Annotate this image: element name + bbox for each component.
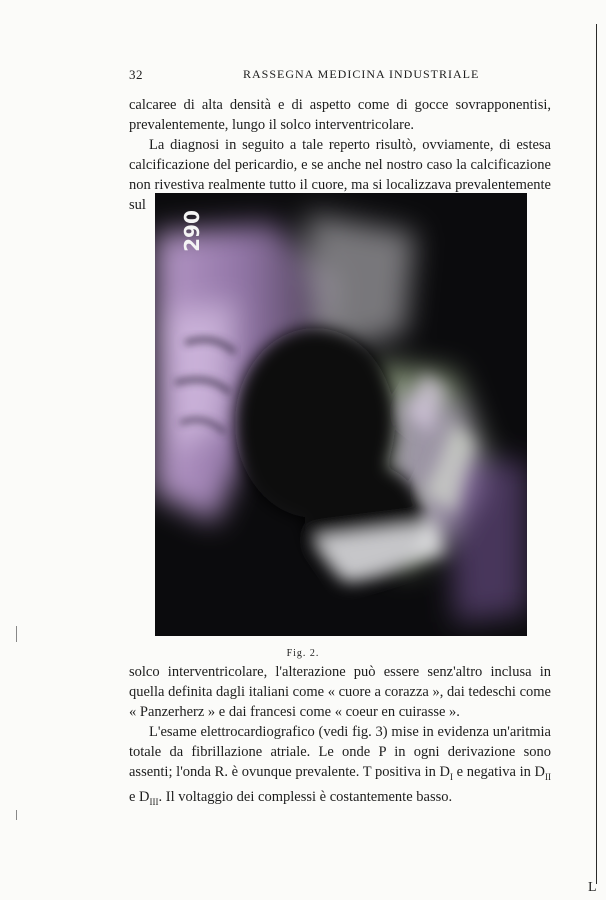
page-edge-line (596, 24, 597, 884)
paragraph (129, 722, 551, 812)
text-run: e D (129, 788, 150, 805)
film-number: 290 (180, 210, 204, 252)
paragraph: calcaree di alta densità e di aspetto come di gocce sovrapponentisi, prevalentemente, lungo il solco interventricolare. (129, 97, 551, 133)
text-run: L'esame elettrocardiografico (vedi fig. 3) mise in evidenza un'aritmia totale da fibrillazione atriale. Le onde P in ogni derivazione sono assenti; l'onda R. è ovunque prevalente. T positiva in D (129, 724, 551, 780)
xray-figure (155, 193, 527, 636)
subscript: I (450, 771, 454, 782)
page-number: 32 (129, 67, 143, 82)
paragraph: La diagnosi in seguito a tale reperto risultò, ovviamente, di estesa calcificazione del pericardio, e se anche nel nostro caso la calcificazione non rivestiva realmente tutto il cuore, ma si localizzava prevalentemente sul (129, 137, 551, 213)
subscript: II (545, 771, 551, 782)
scan-speck (16, 626, 17, 642)
edge-mark: L (588, 880, 597, 895)
text-run: e negativa in D (453, 764, 545, 780)
figure-caption: Fig. 2. (286, 648, 320, 659)
xray-image (155, 193, 527, 636)
scan-speck (16, 810, 17, 820)
bottom-text-block (129, 662, 551, 812)
subscript: III (149, 796, 159, 807)
text-run: . Il voltaggio dei complessi è costantemente basso. (158, 788, 453, 805)
running-head: RASSEGNA MEDICINA INDUSTRIALE (243, 67, 480, 81)
paragraph: solco interventricolare, l'alterazione può essere senz'altro inclusa in quella definita dagli italiani come « cuore a corazza », dai tedeschi come « Panzerherz » e dai francesi come « coeur en cuirasse ». (129, 664, 551, 720)
